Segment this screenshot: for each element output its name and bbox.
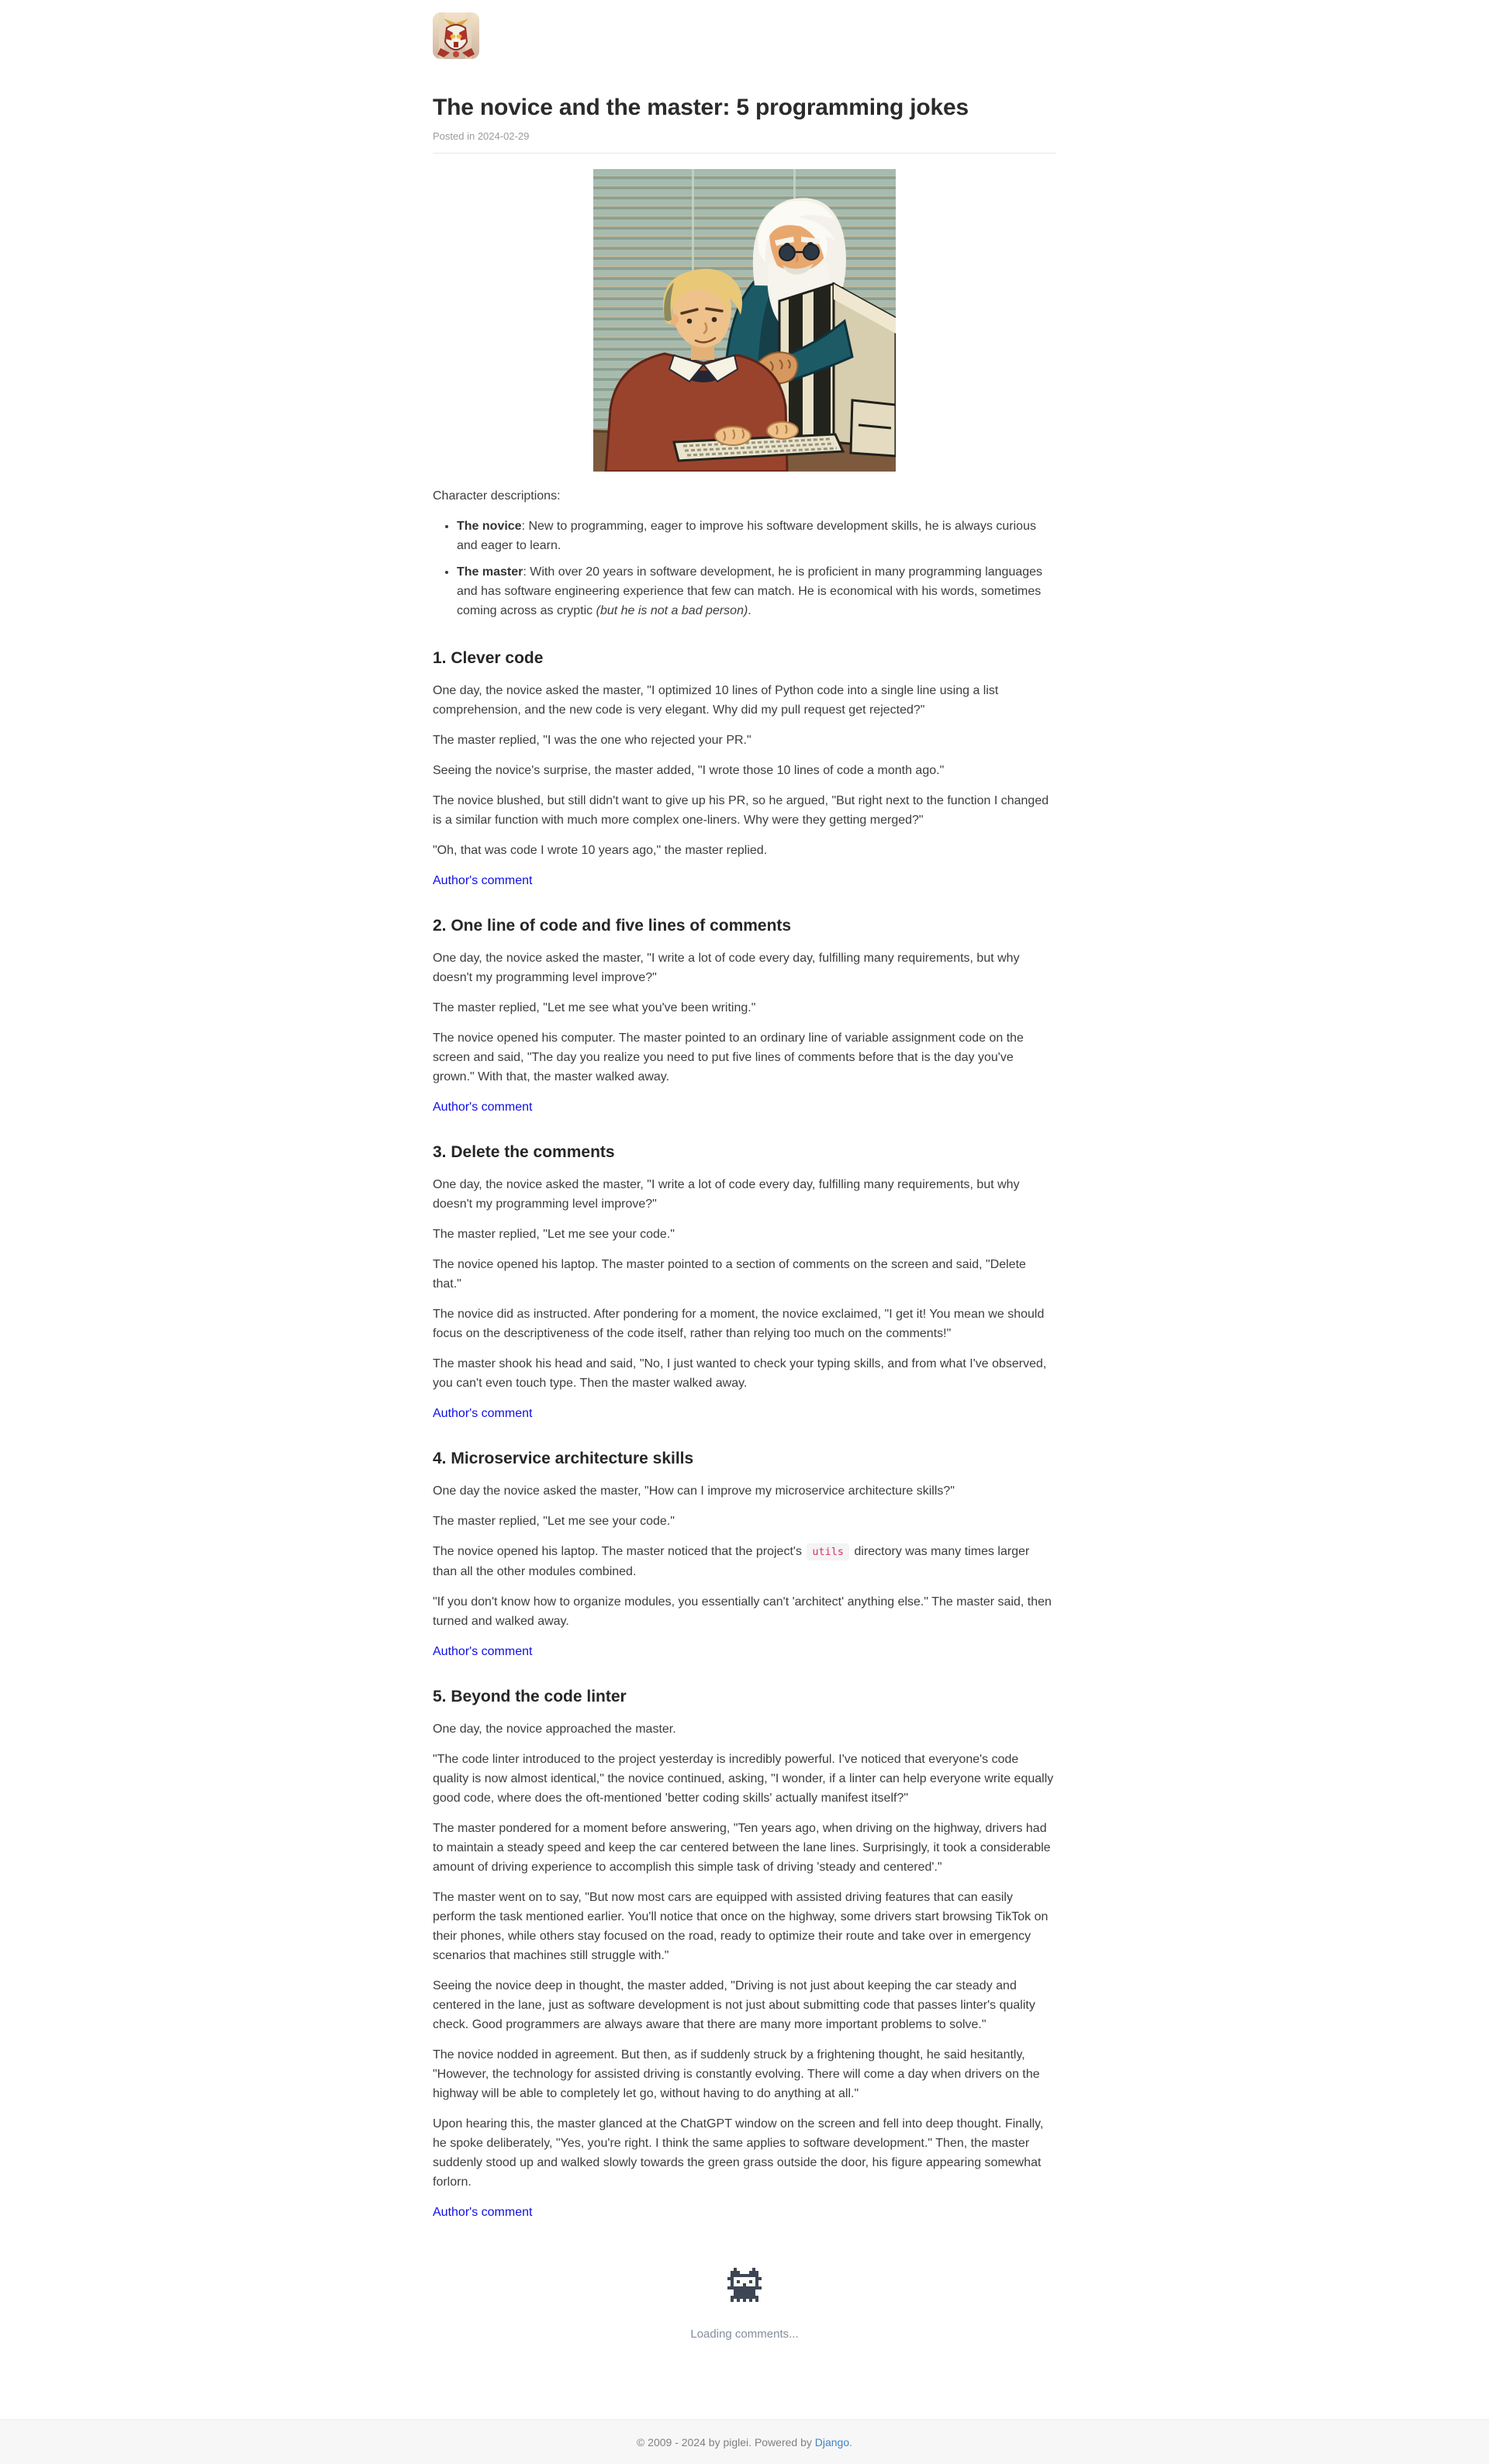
section-heading: 2. One line of code and five lines of comments	[433, 917, 792, 935]
joke-section-1	[433, 649, 1056, 888]
loading-comments-text: Loading comments...	[690, 2327, 799, 2341]
django-link[interactable]: Django	[814, 2436, 850, 2448]
joke-section-4	[433, 1450, 1056, 1659]
paragraph: The master replied, "Let me see your code."	[433, 1228, 675, 1241]
paragraph-with-code: The novice opened his laptop. The master noticed that the project's utils directory was many times larger than all the other modules combined.	[433, 1545, 1030, 1578]
paragraph: Upon hearing this, the master glanced at the ChatGPT window on the screen and fell into deep thought. Finally, he spoke deliberately, "Yes, you're right. I think the same applies to software development." Then, the master suddenly stood up and walked slowly towards the green grass outside the door, his figure appearing somewhat forlorn.	[433, 2117, 1044, 2189]
character-name: The novice	[457, 520, 522, 533]
character-descriptions-label: Character descriptions:	[433, 489, 561, 503]
section-heading: 5. Beyond the code linter	[433, 1688, 627, 1705]
character-list	[433, 517, 1056, 620]
paragraph: "Oh, that was code I wrote 10 years ago," the master replied.	[433, 844, 768, 857]
paragraph: One day the novice asked the master, "How can I improve my microservice architecture skills?"	[433, 1484, 955, 1498]
paragraph: The master pondered for a moment before answering, "Ten years ago, when driving on the highway, drivers had to maintain a steady speed and keep the car centered between the lane lines. Surprisingly, it took a considerable amount of driving experience to accomplish this simple task of driving 'steady and centered'."	[433, 1822, 1051, 1874]
paragraph: The master replied, "Let me see your code."	[433, 1515, 675, 1528]
content-column	[433, 0, 1056, 2372]
character-text: : With over 20 years in software development, he is proficient in many programming languages and has software engineering experience that few can match. He is economical with his words, sometimes coming across as cryptic	[457, 565, 1043, 617]
paragraph: One day, the novice asked the master, "I write a lot of code every day, fulfilling many requirements, but why doesn't my programming level improve?"	[433, 1178, 1020, 1211]
paragraph: The novice opened his laptop. The master pointed to a section of comments on the screen and said, "Delete that."	[433, 1258, 1026, 1291]
authors-comment-link[interactable]: Author's comment	[433, 874, 533, 887]
authors-comment-link[interactable]: Author's comment	[433, 1645, 533, 1658]
divider	[433, 153, 1056, 154]
paragraph: The master replied, "Let me see what you've been writing."	[433, 1001, 756, 1014]
character-text-italic: (but he is not a bad person)	[596, 604, 748, 617]
hero-illustration	[433, 169, 1056, 475]
paragraph: "If you don't know how to organize modules, you essentially can't 'architect' anything else." The master said, then turned and walked away.	[433, 1595, 1052, 1628]
joke-section-5	[433, 1688, 1056, 2220]
section-heading: 1. Clever code	[433, 649, 544, 667]
character-name: The master	[457, 565, 523, 579]
robot-head-avatar-icon	[433, 12, 479, 59]
paragraph: The master replied, "I was the one who rejected your PR."	[433, 734, 751, 747]
copyright-text: © 2009 - 2024 by piglei. Powered by	[636, 2436, 815, 2448]
list-item-novice	[457, 517, 1056, 555]
list-item-master: • The master: With over 20 years in software development, he is proficient in many programming languages and has software engineering experience that few can match. He is economical with his words, sometimes coming across as cryptic (but he is not a bad person).	[457, 562, 1056, 620]
authors-comment-link[interactable]: Author's comment	[433, 2206, 533, 2219]
character-text: : New to programming, eager to improve his software development skills, he is always curious and eager to learn.	[457, 520, 1036, 552]
authors-comment-link[interactable]: Author's comment	[433, 1407, 533, 1420]
joke-section-3	[433, 1143, 1056, 1421]
comments-section	[433, 2268, 1056, 2341]
footer	[0, 2419, 1489, 2464]
site-logo[interactable]	[433, 12, 479, 59]
copyright-suffix: .	[849, 2436, 853, 2448]
inline-code: utils	[807, 1543, 849, 1560]
paragraph: One day, the novice asked the master, "I optimized 10 lines of Python code into a single line using a list comprehension, and the new code is very elegant. Why did my pull request get rejected?"	[433, 684, 999, 717]
paragraph: The master shook his head and said, "No, I just wanted to check your typing skills, and from what I've observed, you can't even touch type. Then the master walked away.	[433, 1357, 1047, 1390]
section-heading: 4. Microservice architecture skills	[433, 1450, 694, 1467]
joke-section-2	[433, 917, 1056, 1115]
novice-and-master-illustration	[593, 169, 896, 472]
paragraph: Seeing the novice's surprise, the master added, "I wrote those 10 lines of code a month ago."	[433, 764, 945, 777]
paragraph: The master went on to say, "But now most cars are equipped with assisted driving features that can easily perform the task mentioned earlier. You'll notice that once on the highway, some drivers start browsing TikTok on their phones, while others stay focused on the road, ready to optimize their route and take over in emergency scenarios that machines still struggle with."	[433, 1891, 1049, 1962]
section-heading: 3. Delete the comments	[433, 1143, 615, 1161]
page-title: The novice and the master: 5 programming jokes	[433, 95, 969, 120]
paragraph: The novice blushed, but still didn't want to give up his PR, so he argued, "But right next to the function I changed is a similar function with much more complex one-liners. Why were they getting merged?"	[433, 794, 1049, 827]
paragraph: One day, the novice approached the master.	[433, 1723, 676, 1736]
paragraph: One day, the novice asked the master, "I write a lot of code every day, fulfilling many requirements, but why doesn't my programming level improve?"	[433, 952, 1020, 984]
authors-comment-link[interactable]: Author's comment	[433, 1101, 533, 1114]
paragraph: Seeing the novice deep in thought, the master added, "Driving is not just about keeping the car steady and centered in the lane, just as software development is not just about submitting code that passes linter's quality check. Good programmers are always aware that there are many more important problems to solve."	[433, 1979, 1035, 2031]
mascot-pixel-cat-icon	[727, 2268, 762, 2309]
paragraph: The novice did as instructed. After pondering for a moment, the novice exclaimed, "I get it! You mean we should focus on the descriptiveness of the code itself, rather than relying too much on the comments!"	[433, 1308, 1045, 1340]
paragraph: The novice opened his computer. The master pointed to an ordinary line of variable assignment code on the screen and said, "The day you realize you need to put five lines of comments before that is the day you've grown." With that, the master walked away.	[433, 1032, 1024, 1083]
post-date: Posted in 2024-02-29	[433, 130, 530, 142]
paragraph: The novice nodded in agreement. But then, as if suddenly struck by a frightening thought, he said hesitantly, "However, the technology for assisted driving is constantly evolving. There will come a day when drivers on the highway will be able to completely let go, without having to do anything at all."	[433, 2048, 1040, 2100]
paragraph: "The code linter introduced to the project yesterday is incredibly powerful. I've noticed that everyone's code quality is now almost identical," the novice continued, asking, "I wonder, if a linter can help everyone write equally good code, where does the oft-mentioned 'better coding skills' actually manifest itself?"	[433, 1753, 1054, 1805]
